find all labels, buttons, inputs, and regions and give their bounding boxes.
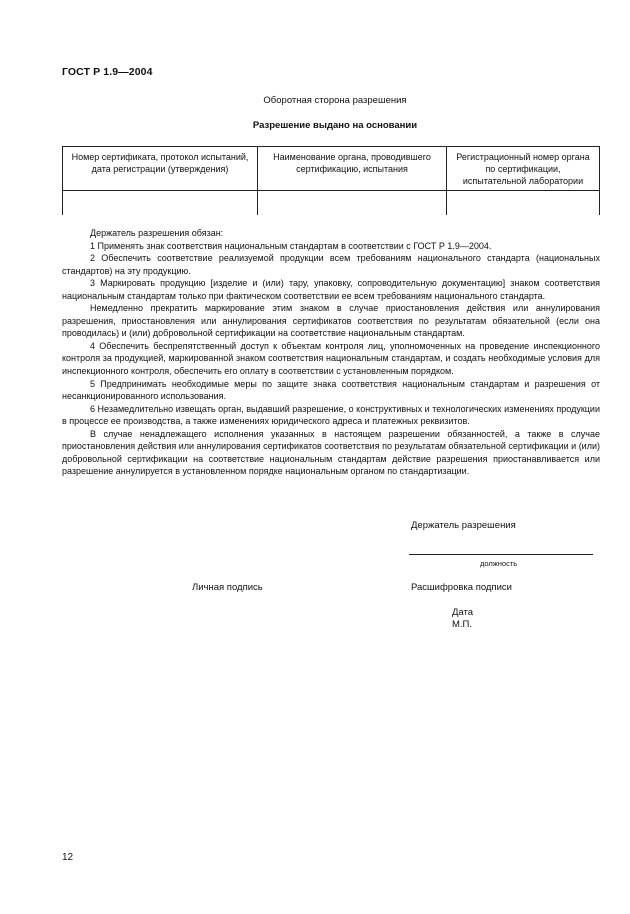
personal-signature-label: Личная подпись <box>192 582 263 593</box>
page-number: 12 <box>62 852 74 863</box>
table-cell-empty <box>447 191 600 216</box>
obligations-text <box>62 227 600 478</box>
section-title: Разрешение выдано на основании <box>252 120 418 131</box>
column-header-body-name: Наименование органа, проводившего сертификацию, испытания <box>258 147 447 191</box>
signature-position-line <box>409 554 593 555</box>
column-header-registration-number: Регистрационный номер органа по сертификации, испытательной лаборатории <box>447 147 600 191</box>
stamp-label: М.П. <box>452 619 473 630</box>
signature-position-caption: должность <box>480 559 518 568</box>
obligation-1: 1 Применять знак соответствия национальным стандартам в соответствии с ГОСТ Р 1.9—2004. <box>90 240 492 251</box>
table-header-row <box>63 147 600 191</box>
obligations-intro: Держатель разрешения обязан: <box>90 228 224 238</box>
obligation-3: 3 Маркировать продукцию [изделие и (или) тару, упаковку, сопроводительную документацию] знаком соответствия национальным стандартам только при фактическом соответствии ее всем требованиям национального стандарта. <box>62 278 600 301</box>
obligation-5: 5 Предпринимать необходимые меры по защите знака соответствия национальным стандартам и разрешения от несанкционированного использования. <box>62 378 600 402</box>
obligation-6: 6 Незамедлительно извещать орган, выдавший разрешение, о конструктивных и технологических изменениях продукции в процессе ее производства, а также изменениях юридического адреса и платежных реквизитов. <box>62 403 600 427</box>
date-label: Дата <box>452 607 474 618</box>
column-header-certificate: Номер сертификата, протокол испытаний, дата регистрации (утверждения) <box>63 147 258 191</box>
table-cell-empty <box>63 191 258 216</box>
basis-table <box>62 146 600 215</box>
non-compliance-clause: В случае ненадлежащего исполнения указанных в настоящем разрешении обязанностей, а также в случае приостановления действия или аннулирования сертификатов соответствия по результатам обязательной сертификации и (или) добровольной сертификации на соответствие национальным стандартам действие разрешения приостанавливается или разрешение аннулируется в установленном порядке национальным органом по стандартизации. <box>62 428 600 477</box>
table-cell-empty <box>258 191 447 216</box>
page-subtitle: Оборотная сторона разрешения <box>263 95 407 106</box>
document-code: ГОСТ Р 1.9—2004 <box>62 66 153 78</box>
table-row <box>63 191 600 216</box>
obligation-3-continuation: Немедленно прекратить маркирование этим знаком в случае приостановления действия или аннулирования разрешения, приостановления или аннулирования сертификатов соответствия по результатам обязательной (если она проводилась) и (или) добровольной сертификации на соответствие национальным стандартам. <box>62 303 600 339</box>
obligation-4: 4 Обеспечить беспрепятственный доступ к объектам контроля лиц, уполномоченных на проведение инспекционного контроля за продукцией, маркированной знаком соответствия национальным стандартам, и создать необходимые условия для инспекционного контроля, обеспечить его оплату в соответствии с установленным порядком. <box>62 340 600 377</box>
signature-holder-label: Держатель разрешения <box>411 520 516 531</box>
obligation-2: 2 Обеспечить соответствие реализуемой продукции всем требованиям национального стандарта (национальных стандартов) на эту продукцию. <box>62 253 600 276</box>
signature-decode-label: Расшифровка подписи <box>411 582 512 593</box>
